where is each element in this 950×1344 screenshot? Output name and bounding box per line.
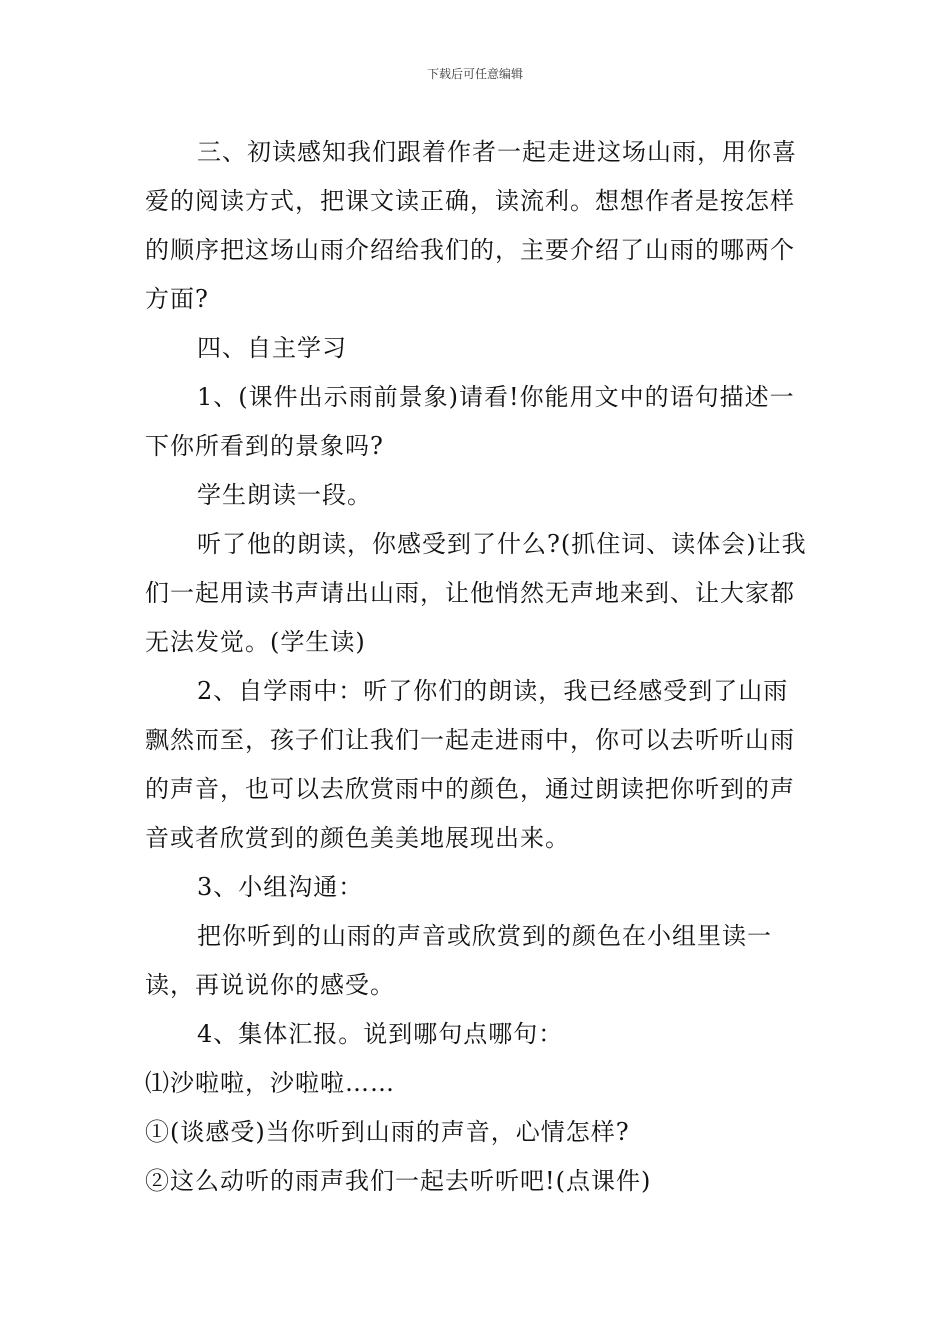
- paragraph-listening-feedback: 听了他的朗读，你感受到了什么?(抓住词、读体会)让我们一起用读书声请出山雨，让他悄然无声地来到、让大家都无法发觉。(学生读): [145, 530, 807, 656]
- page-header-note: 下载后可任意编辑: [426, 67, 523, 81]
- paragraph-circled-1: ①(谈感受)当你听到山雨的声音，心情怎样?: [145, 1118, 630, 1146]
- paragraph-item-4: 4、集体汇报。说到哪句点哪句：: [197, 1020, 564, 1048]
- paragraph-item-2: 2、自学雨中：听了你们的朗读，我已经感受到了山雨飘然而至，孩子们让我们一起走进雨中，你可以去听听山雨的声音，也可以去欣赏雨中的颜色，通过朗读把你听到的声音或者欣赏到的颜色美美地展现出来。: [145, 677, 795, 852]
- paragraph-section-4-heading: 四、自主学习: [197, 334, 347, 362]
- paragraph-item-3: 3、小组沟通：: [197, 873, 364, 901]
- paragraph-group-reading: 把你听到的山雨的声音或欣赏到的颜色在小组里读一读，再说说你的感受。: [145, 922, 772, 999]
- paragraph-circled-2: ②这么动听的雨声我们一起去听听吧!(点课件): [145, 1167, 652, 1195]
- paragraph-item-1: 1、(课件出示雨前景象)请看!你能用文中的语句描述一下你所看到的景象吗?: [145, 383, 795, 460]
- paragraph-section-3: 三、初读感知我们跟着作者一起走进这场山雨，用你喜爱的阅读方式，把课文读正确，读流利。想想作者是按怎样的顺序把这场山雨介绍给我们的，主要介绍了山雨的哪两个方面?: [145, 138, 797, 313]
- paragraph-student-reading: 学生朗读一段。: [197, 481, 372, 509]
- paragraph-sub-1: ⑴沙啦啦，沙啦啦……: [145, 1069, 395, 1097]
- document-body: [145, 128, 810, 1206]
